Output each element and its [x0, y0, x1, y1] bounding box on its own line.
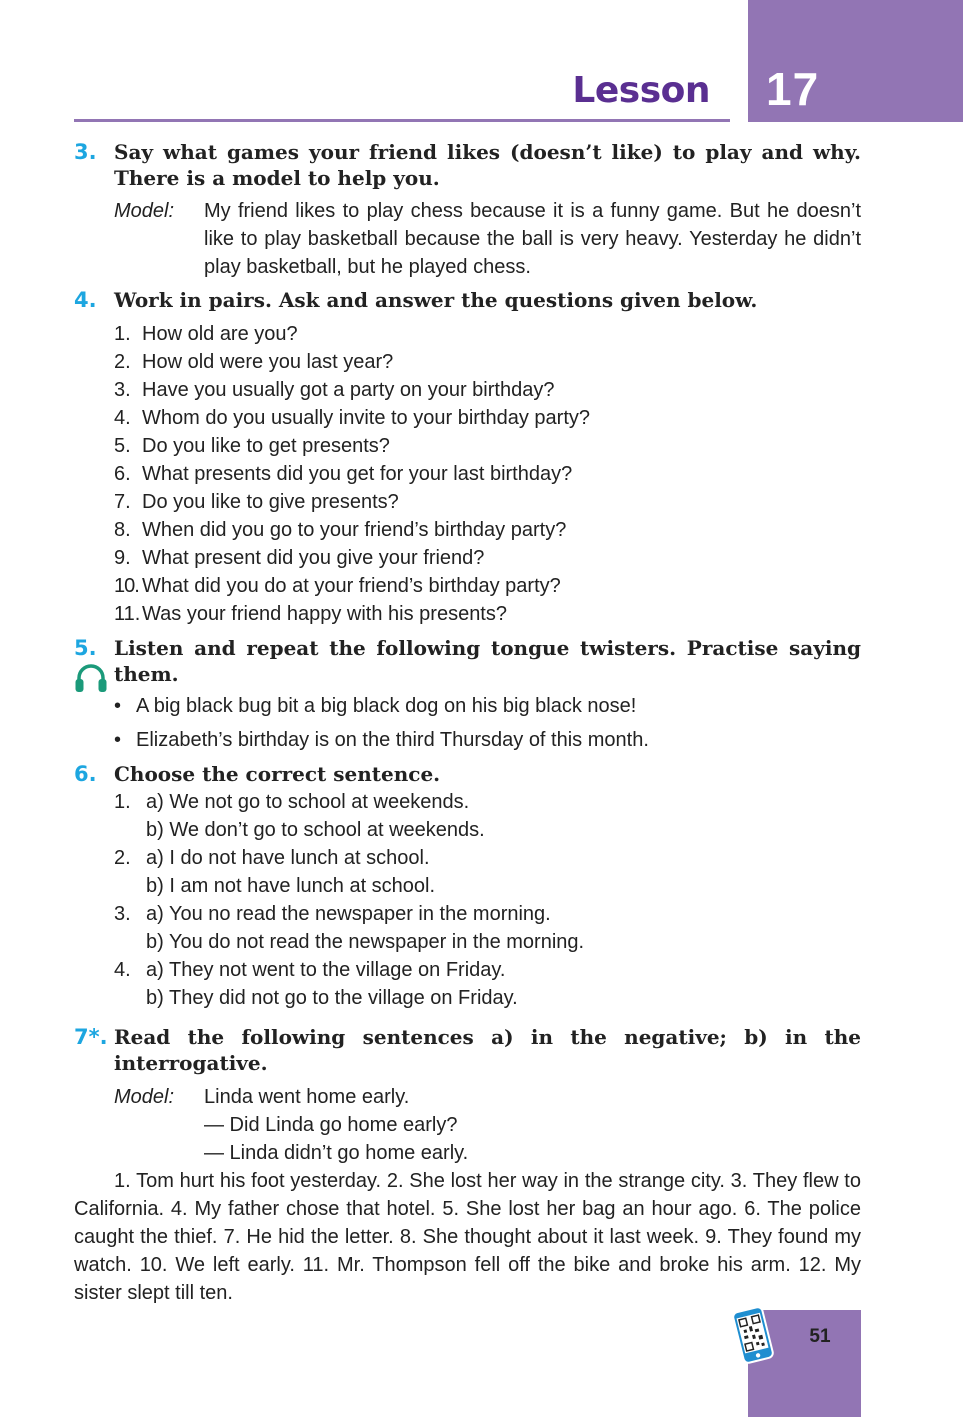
- bullet: •: [114, 695, 122, 717]
- list-item: 6. What presents did you get for your last birthday?: [114, 463, 573, 485]
- model-line: Linda went home early.: [204, 1086, 410, 1108]
- list-item: 8. When did you go to your friend’s birthday party?: [114, 519, 567, 541]
- exercise-3-number: 3.: [74, 140, 97, 164]
- list-item-option: b) I am not have lunch at school.: [146, 875, 436, 897]
- tongue-twister-item: • A big black bug bit a big black dog on his big black nose!: [114, 692, 636, 720]
- exercise-6-number: 6.: [74, 762, 97, 786]
- header-divider: [74, 119, 730, 122]
- list-item: 3. a) You no read the newspaper in the morning.: [114, 903, 551, 925]
- list-item: 10. What did you do at your friend’s birthday party?: [114, 575, 561, 597]
- list-item: 2. How old were you last year?: [114, 351, 394, 373]
- page-number: 51: [809, 1326, 831, 1347]
- list-item: 7. Do you like to give presents?: [114, 491, 399, 513]
- exercise-7-sentences: 1. Tom hurt his foot yesterday. 2. She lost her way in the strange city. 3. They flew to California. 4. My father chose that hotel. 5. She lost her bag an hour ago. 6. The police caught the thief. 7. He hid the letter. 8. She thought about it last week. 9. They found my watch. 10. We left early. 11. Mr. Thompson fell off the bike and broke his arm. 12. My sister slept till ten.: [74, 1170, 861, 1304]
- exercise-3-instruction: Say what games your friend likes (doesn’t like) to play and why. There is a model to help you.: [114, 140, 861, 190]
- tongue-twister-item: • Elizabeth’s birthday is on the third Thursday of this month.: [114, 726, 649, 754]
- list-item: 1. a) We not go to school at weekends.: [114, 791, 470, 813]
- list-item-option: b) You do not read the newspaper in the morning.: [146, 931, 585, 953]
- lesson-title: Lesson: [572, 70, 710, 111]
- lesson-number: 17: [766, 63, 820, 115]
- exercise-7-instruction: Read the following sentences a) in the negative; b) in the interrogative.: [114, 1025, 861, 1075]
- list-item: 2. a) I do not have lunch at school.: [114, 847, 430, 869]
- exercise-7-model-label: Model:: [114, 1086, 175, 1108]
- exercise-5-instruction: Listen and repeat the following tongue twisters. Practise saying them.: [114, 636, 861, 686]
- exercise-4-number: 4.: [74, 288, 97, 312]
- phone-qr-icon[interactable]: [728, 1304, 778, 1366]
- model-line: — Did Linda go home early?: [204, 1114, 458, 1136]
- exercise-4-instruction: Work in pairs. Ask and answer the questions given below.: [114, 288, 758, 312]
- bullet: •: [114, 729, 122, 751]
- list-item: 4. Whom do you usually invite to your birthday party?: [114, 407, 590, 429]
- exercise-3-model-label: Model:: [114, 200, 175, 222]
- exercise-3-model-text: My friend likes to play chess because it is a funny game. But he doesn’t like to play basketball because the ball is very heavy. Yesterday he didn’t play basketball, but he played chess.: [204, 200, 861, 278]
- list-item-option: b) We don’t go to school at weekends.: [146, 819, 485, 841]
- exercise-5-number: 5.: [74, 636, 97, 660]
- list-item: 11.Was your friend happy with his presents?: [114, 603, 507, 625]
- list-item: 4. a) They not went to the village on Friday.: [114, 959, 506, 981]
- headphones-icon[interactable]: [74, 662, 108, 694]
- list-item: 1. How old are you?: [114, 323, 298, 345]
- exercise-6-instruction: Choose the correct sentence.: [114, 762, 441, 786]
- list-item: 3. Have you usually got a party on your birthday?: [114, 379, 555, 401]
- list-item-option: b) They did not go to the village on Friday.: [146, 987, 518, 1009]
- exercise-7-number: 7*.: [74, 1025, 108, 1049]
- list-item: 5. Do you like to get presents?: [114, 435, 390, 457]
- model-line: — Linda didn’t go home early.: [204, 1142, 469, 1164]
- list-item: 9. What present did you give your friend?: [114, 547, 485, 569]
